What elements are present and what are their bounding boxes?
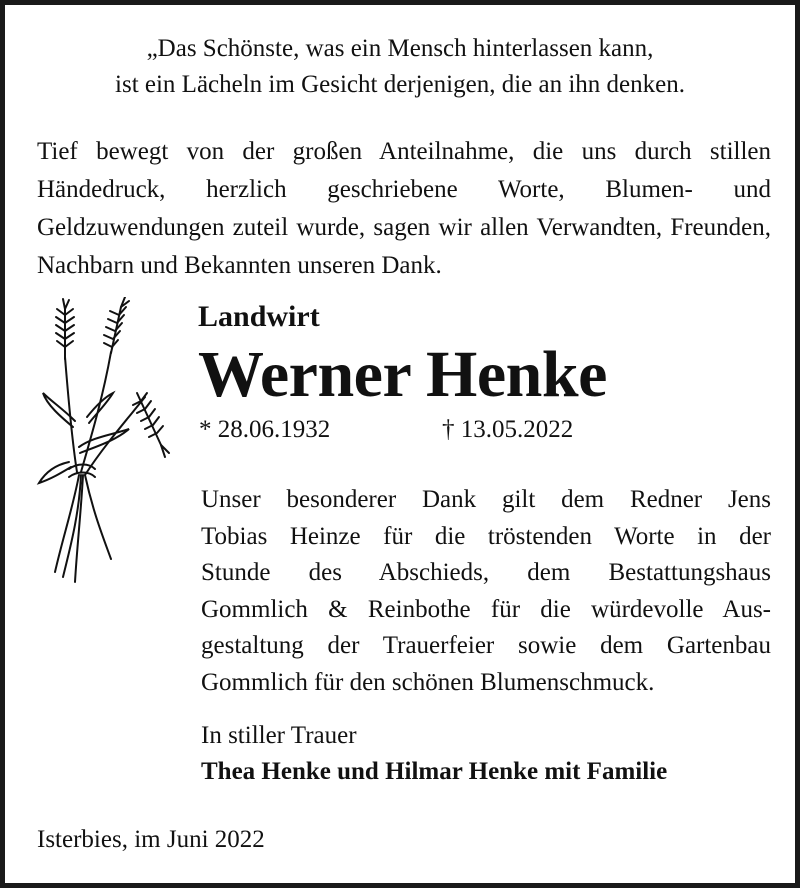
wheat-sheaf-icon (33, 297, 173, 587)
thanks-line: Unser besonderer Dank gilt dem Redner Jens (201, 486, 771, 513)
death-date: † 13.05.2022 (442, 416, 574, 443)
gratitude-intro: Tief bewegt von der großen Anteilnahme, die uns durch stillen Händedruck, herzlich geschriebene Worte, Blumen- und Geldzuwendungen zuteil wurde, sagen wir allen Verwandten, Freunden, Nachbarn und Bekannten unseren Dank. (37, 138, 771, 279)
birth-date: * 28.06.1932 (199, 416, 331, 443)
place-and-date: Isterbies, im Juni 2022 (37, 826, 265, 853)
thanks-line: gestaltung der Trauerfeier sowie dem Gartenbau (201, 632, 771, 659)
memorial-quote (5, 31, 795, 103)
quote-line-2: ist ein Lächeln im Gesicht derjenigen, die an ihn denken. (115, 71, 685, 98)
thanks-line: Stunde des Abschieds, dem Bestattungshaus (201, 559, 771, 586)
thanks-line: Gommlich & Reinbothe für die würdevolle Aus- (201, 595, 771, 623)
special-thanks (201, 482, 771, 701)
mourning-label: In stiller Trauer (201, 722, 357, 749)
mourner-names: Thea Henke und Hilmar Henke mit Familie (201, 758, 668, 785)
deceased-profession: Landwirt (198, 300, 320, 333)
thanks-line: Tobias Heinze für die tröstenden Worte in der (201, 522, 771, 550)
deceased-name: Werner Henke (198, 338, 607, 411)
thanks-line: Gommlich für den schönen Blumenschmuck. (201, 668, 655, 696)
quote-line-1: „Das Schönste, was ein Mensch hinterlassen kann, (146, 35, 654, 62)
